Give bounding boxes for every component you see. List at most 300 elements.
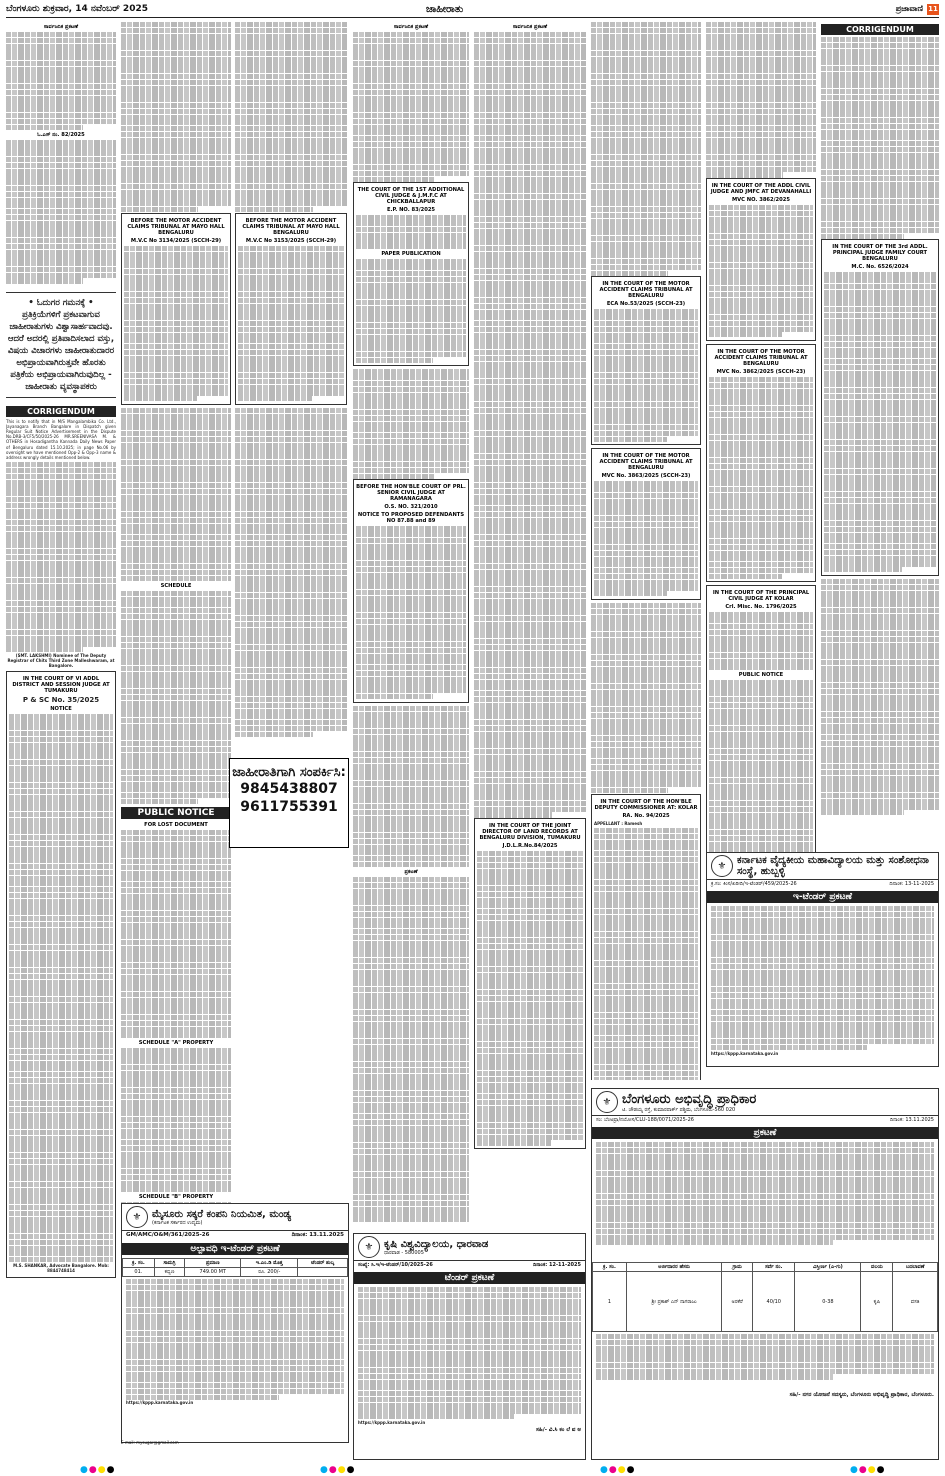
text-line [6, 44, 116, 49]
text-line [709, 263, 813, 268]
text-line [9, 1095, 113, 1100]
text-line [591, 742, 701, 747]
text-line [121, 466, 231, 471]
notice-block [353, 32, 469, 182]
tender-url[interactable]: https://kppp.karnataka.gov.in [711, 1050, 779, 1056]
text-line [474, 205, 586, 210]
text-line [594, 840, 698, 845]
text-line [235, 45, 347, 50]
text-line [353, 468, 469, 473]
text-line [709, 332, 782, 337]
text-line [709, 458, 813, 463]
court-notice [353, 479, 469, 702]
text-line [821, 216, 939, 221]
text-line [594, 903, 698, 908]
text-line [591, 195, 701, 200]
case-number: RA. No. 94/2025 [622, 812, 670, 819]
text-line [235, 207, 313, 212]
text-line [121, 614, 231, 619]
text-line [594, 522, 698, 527]
text-line [238, 356, 344, 361]
text-line [121, 712, 231, 717]
text-line [9, 1066, 113, 1071]
text-line [9, 1026, 113, 1031]
text-line [356, 613, 466, 618]
text-line [821, 608, 939, 613]
text-line [238, 327, 344, 332]
text-line [9, 1176, 113, 1181]
tender-url[interactable]: https://kppp.karnataka.gov.in [126, 1400, 194, 1406]
notice-block [591, 603, 701, 793]
text-line [353, 61, 469, 66]
text-line [356, 271, 466, 276]
text-line [9, 945, 113, 950]
text-line [121, 1163, 231, 1168]
ad-contact-box [229, 758, 349, 848]
corrigendum-text: This is to notify that in M/S Mangalambika Co. Ltd., Jayanagara Branch Bangalore in Dispatch given Regular Suit Notice Advertisement in the Dispute No.DRB-3/CF5/50/2025-26 MR.SREENIVASA M. & OTHERS in Hosadigantha Kannada Daily News Paper of Bengaluru dated 15.10.2025; in page No.06 by oversight we have mentioned Opp-2 & Opp-3 name & address wrongly details mentioned below. [6, 418, 116, 461]
text-line [126, 1302, 344, 1307]
text-line [6, 180, 116, 185]
text-line [6, 526, 116, 531]
text-line [121, 51, 231, 56]
court-name: IN THE COURT OF THE HON'BLE DEPUTY COMMISSIONER AT: KOLAR [594, 798, 698, 811]
text-line [711, 923, 934, 928]
text-line [356, 555, 466, 560]
text-line [121, 666, 231, 671]
text-line [594, 437, 667, 442]
text-line [356, 688, 466, 693]
text-line [596, 1363, 934, 1368]
text-line [121, 471, 231, 476]
text-line [591, 184, 701, 189]
text-line [594, 892, 698, 897]
text-line [358, 1304, 581, 1309]
text-line [353, 900, 469, 905]
text-line [594, 504, 698, 509]
text-line [6, 151, 116, 156]
text-line [235, 518, 347, 523]
text-line [6, 67, 116, 72]
text-line [358, 1368, 581, 1373]
text-line [824, 272, 936, 277]
text-line [9, 870, 113, 875]
text-line [121, 1015, 231, 1020]
text-line [9, 962, 113, 967]
text-line [126, 1354, 344, 1359]
text-line [474, 344, 586, 349]
text-line [594, 874, 698, 879]
text-line [477, 1048, 583, 1053]
text-line [821, 222, 939, 227]
text-line [121, 500, 231, 505]
text-line [596, 1374, 833, 1379]
table-cell: ಕೃಷಿ [861, 1272, 893, 1332]
text-line [824, 423, 936, 428]
text-line [474, 668, 586, 673]
text-line [235, 622, 347, 627]
text-line [353, 775, 469, 780]
court-notice [706, 344, 816, 582]
text-line [474, 286, 586, 291]
text-line [591, 201, 701, 206]
text-line [477, 996, 583, 1001]
text-line [474, 558, 586, 563]
text-line [353, 810, 469, 815]
text-line [821, 37, 939, 42]
tender-header [707, 853, 938, 880]
text-line [821, 724, 939, 729]
text-line [594, 961, 698, 966]
text-line [6, 119, 116, 124]
text-line [594, 1048, 698, 1053]
text-line [709, 732, 813, 737]
text-line [6, 462, 116, 467]
text-line [596, 1334, 934, 1339]
text-line [235, 184, 347, 189]
text-line [474, 483, 586, 488]
text-line [121, 923, 231, 928]
text-line [474, 107, 586, 112]
text-line [235, 80, 347, 85]
text-line [238, 396, 312, 401]
text-line [235, 697, 347, 702]
text-line [121, 865, 231, 870]
text-line [9, 933, 113, 938]
text-line [235, 547, 347, 552]
text-line [126, 1343, 344, 1348]
public-notice-title: PUBLIC NOTICE [121, 807, 231, 819]
text-line [353, 941, 469, 946]
text-line [474, 523, 586, 528]
text-line [591, 615, 701, 620]
text-line [594, 978, 698, 983]
text-line [121, 597, 231, 602]
table-header: ಕ್ರ. ಸಂ. [123, 1259, 155, 1268]
text-line [824, 544, 936, 549]
text-line [477, 1013, 583, 1018]
text-line [711, 906, 934, 911]
text-line [594, 528, 698, 533]
text-line [353, 706, 469, 711]
registration-dots-icon: ●●●● [850, 1465, 886, 1475]
text-line [6, 480, 116, 485]
ad-contact-phone[interactable]: 9611755391 [240, 799, 338, 815]
text-line [6, 32, 116, 37]
notice-block [353, 369, 469, 478]
text-line [121, 1175, 231, 1180]
text-line [6, 250, 116, 255]
text-line [9, 783, 113, 788]
tender-ref: GM/AMC/O&M/361/2025-26 [126, 1232, 210, 1238]
text-line [596, 1229, 934, 1234]
text-line [474, 778, 586, 783]
text-line [474, 552, 586, 557]
text-line [824, 371, 936, 376]
text-line [121, 842, 231, 847]
text-line [6, 107, 116, 112]
text-line [474, 113, 586, 118]
editorial-notice: • ಓದುಗರ ಗಮನಕ್ಕೆ • ಪ್ರತಿಕ್ರಿಯೆಗಳಿಗೆ ಪ್ರಕಟವಾಗುವ ಜಾಹೀರಾತುಗಳು ವಿಶ್ವಾಸಾರ್ಹವಾದವು. ಆದರೆ ಅದರಲ್ಲಿ ಪ್ರತಿಪಾದಿಸಲಾದ ವಸ್ತು, ವಿಷಯ ವಿಚಾರಗಳು ಜಾಹೀರಾತುದಾರರ ಅಭಿಪ್ರಾಯವಾಗಿರುತ್ತವೇ ಹೊರತು ಪತ್ರಿಕೆಯ ಅಭಿಪ್ರಾಯವಾಗಿರುವುದಿಲ್ಲ - ಜಾಹೀರಾತು ವ್ಯವಸ್ಥಾಪಕರು [6, 292, 116, 398]
table-cell: 0-38 [795, 1272, 861, 1332]
text-line [821, 228, 939, 233]
text-line [477, 1036, 583, 1041]
text-line [709, 234, 813, 239]
text-line [594, 333, 698, 338]
text-line [9, 1165, 113, 1170]
text-line [356, 642, 466, 647]
text-line [474, 165, 586, 170]
text-line [477, 950, 583, 955]
text-line [121, 437, 231, 442]
text-line [591, 259, 701, 264]
text-line [356, 244, 466, 249]
text-line [709, 795, 813, 800]
text-line [474, 720, 586, 725]
text-line [594, 932, 698, 937]
text-line [6, 532, 116, 537]
text-line [121, 506, 231, 511]
text-line [821, 735, 939, 740]
case-number: MVC NO. 3862/2025 [732, 197, 790, 204]
text-line [353, 107, 469, 112]
text-line [821, 60, 939, 65]
text-line [706, 45, 816, 50]
court-name: BEFORE THE MOTOR ACCIDENT CLAIMS TRIBUNAL AT MAYO HALL BENGALURU [127, 217, 225, 236]
text-line [121, 1021, 231, 1026]
text-line [124, 344, 228, 349]
text-line [594, 1071, 698, 1076]
text-line [356, 596, 466, 601]
public-notice-sub: FOR LOST DOCUMENT [144, 822, 208, 829]
text-line [9, 939, 113, 944]
text-line [709, 309, 813, 314]
text-line [9, 1141, 113, 1146]
text-line [9, 1159, 113, 1164]
text-line [6, 198, 116, 203]
court-notice [591, 794, 701, 1080]
text-line [353, 159, 469, 164]
text-line [235, 709, 347, 714]
text-line [594, 419, 698, 424]
text-line [356, 288, 466, 293]
text-line [238, 333, 344, 338]
text-line [124, 246, 228, 251]
table-cell: ರೂ. 200/- [241, 1268, 298, 1277]
text-line [709, 641, 813, 646]
text-line [121, 660, 231, 665]
text-line [594, 990, 698, 995]
text-line [824, 405, 936, 410]
text-line [126, 1279, 344, 1284]
text-line [821, 95, 939, 100]
text-line [9, 1199, 113, 1204]
ad-contact-phone[interactable]: 9845438807 [240, 781, 338, 797]
text-line [477, 898, 583, 903]
text-line [821, 614, 939, 619]
text-line [824, 434, 936, 439]
text-line [824, 567, 902, 572]
text-line [474, 755, 586, 760]
text-line [358, 1339, 581, 1344]
heading: ಸಾರ್ವಜನಿಕ ಪ್ರಕಟಣೆ [512, 24, 548, 30]
text-line [709, 551, 813, 556]
text-line [477, 1065, 583, 1070]
tender-title: ಕೃಷಿ ವಿಶ್ವವಿದ್ಯಾಲಯ, ಧಾರವಾಡ [384, 1238, 489, 1250]
text-line [235, 558, 347, 563]
text-line [235, 616, 347, 621]
text-line [6, 555, 116, 560]
text-line [474, 298, 586, 303]
text-line [821, 135, 939, 140]
text-line [706, 39, 816, 44]
text-line [6, 232, 116, 237]
text-line [353, 723, 469, 728]
text-line [706, 109, 816, 114]
text-line [121, 1152, 231, 1157]
text-line [121, 68, 231, 73]
text-line [594, 972, 698, 977]
text-line [821, 770, 939, 775]
tender-dharwad [353, 1233, 586, 1460]
text-line [709, 685, 813, 690]
table-cell: ಅರಕೆರೆ [722, 1272, 753, 1332]
text-line [126, 1319, 344, 1324]
text-line [238, 263, 344, 268]
text-line [356, 300, 466, 305]
text-line [235, 149, 347, 154]
tender-table [122, 1258, 348, 1277]
text-line [709, 222, 813, 227]
text-line [824, 480, 936, 485]
text-line [709, 784, 813, 789]
text-line [709, 452, 813, 457]
text-line [124, 373, 228, 378]
text-line [353, 130, 469, 135]
notice-label: ಪ್ರಕಟಣೆ [404, 869, 418, 876]
text-line [121, 1059, 231, 1064]
text-line [594, 315, 698, 320]
case-number: J.D.L.R.No.84/2025 [502, 843, 558, 850]
text-line [356, 601, 466, 606]
text-line [356, 607, 466, 612]
text-line [353, 1056, 469, 1061]
text-line [353, 1126, 469, 1131]
text-line [821, 43, 939, 48]
text-line [594, 857, 698, 862]
text-line [6, 101, 116, 106]
text-line [824, 469, 936, 474]
text-line [821, 793, 939, 798]
text-line [358, 1356, 581, 1361]
notice-block [821, 579, 939, 815]
text-line [121, 672, 231, 677]
text-line [238, 257, 344, 262]
text-line [353, 792, 469, 797]
text-line [235, 454, 347, 459]
text-line [121, 570, 231, 575]
text-line [594, 938, 698, 943]
text-line [824, 440, 936, 445]
text-line [238, 309, 344, 314]
notice-block [121, 591, 231, 804]
text-line [474, 737, 586, 742]
text-line [9, 1130, 113, 1135]
text-line [474, 101, 586, 106]
text-line [591, 39, 701, 44]
text-line [121, 80, 231, 85]
text-line [596, 1142, 934, 1147]
text-line [9, 980, 113, 985]
text-line [709, 703, 813, 708]
masthead-section: ಜಾಹೀರಾತು [426, 4, 464, 15]
text-line [594, 356, 698, 361]
text-line [594, 367, 698, 372]
text-line [356, 532, 466, 537]
text-line [706, 22, 816, 27]
text-line [6, 61, 116, 66]
text-line [124, 361, 228, 366]
text-line [235, 103, 347, 108]
text-line [474, 442, 586, 447]
text-line [709, 836, 813, 841]
text-line [9, 1188, 113, 1193]
text-line [821, 72, 939, 77]
text-line [353, 101, 469, 106]
text-line [6, 163, 116, 168]
text-line [126, 1372, 344, 1377]
text-line [353, 1183, 469, 1188]
text-line [824, 509, 936, 514]
text-line [353, 912, 469, 917]
text-line [594, 944, 698, 949]
text-line [821, 130, 939, 135]
text-line [474, 390, 586, 395]
text-line [591, 759, 701, 764]
text-line [121, 677, 231, 682]
text-line [474, 639, 586, 644]
text-line [594, 915, 698, 920]
table-row [593, 1272, 938, 1332]
text-line [121, 1003, 231, 1008]
text-line [591, 788, 668, 793]
text-line [594, 920, 698, 925]
tender-url[interactable]: https://kppp.karnataka.gov.in [358, 1419, 426, 1425]
text-line [353, 729, 469, 734]
text-line [709, 772, 813, 777]
text-line [235, 167, 347, 172]
text-line [594, 493, 698, 498]
text-line [235, 500, 347, 505]
text-line [821, 101, 939, 106]
court-name: BEFORE THE HON'BLE COURT OF PRL. SENIOR CIVIL JUDGE AT RAMANAGARA [356, 484, 466, 503]
tender-ref-row [707, 880, 938, 888]
text-line [356, 619, 466, 624]
text-line [9, 899, 113, 904]
text-line [477, 1094, 583, 1099]
text-line [709, 246, 813, 251]
text-line [474, 599, 586, 604]
text-line [356, 238, 466, 243]
text-line [121, 946, 231, 951]
text-line [353, 1195, 469, 1200]
text-line [594, 413, 698, 418]
text-line [9, 1113, 113, 1118]
text-line [121, 477, 231, 482]
text-line [9, 1043, 113, 1048]
text-line [709, 394, 813, 399]
text-line [353, 445, 469, 450]
text-line [121, 753, 231, 758]
